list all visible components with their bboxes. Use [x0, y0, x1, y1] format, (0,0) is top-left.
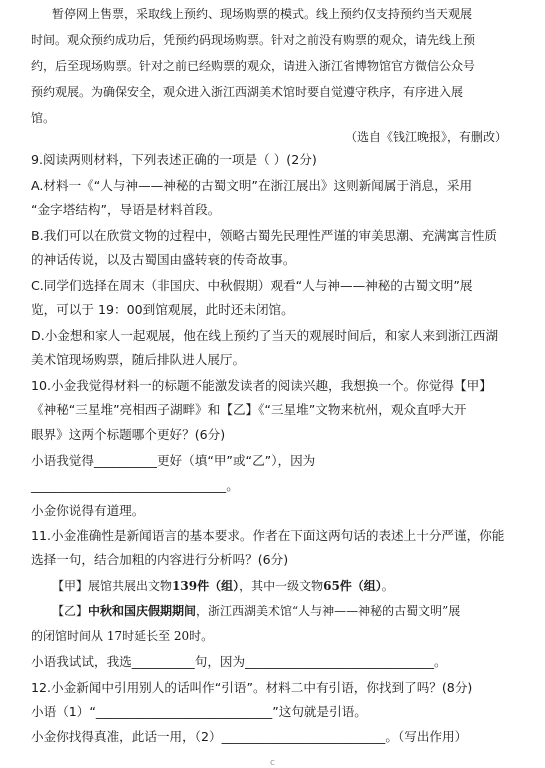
q11-jia-text-3: 。	[381, 579, 394, 593]
q9-option-c-line-1: C.同学们选择在周末（非国庆、中秋假期）观看“人与神——神秘的古蜀文明”展	[31, 278, 473, 293]
q11-yi-bold: 中秋和国庆假期期间	[88, 604, 197, 618]
q9-option-d-line-1: D.小金想和家人一起观展，他在线上预约了当天的观展时间后，和家人来到浙江西湖	[31, 328, 499, 343]
q11-yi-text-2: ，浙江西湖美术馆“人与神——神秘的古蜀文明”展	[196, 604, 461, 618]
q9-stem: 9.阅读两则材料，下列表述正确的一项是（ ）(2分)	[31, 152, 317, 167]
q12-answer-line-2: 小金你找得真准，此话一用，（2）__________________________。（写出作用）	[31, 729, 468, 744]
article-source: （选自《钱江晚报》，有删改）	[344, 130, 507, 144]
q9-option-c-line-2: 览，可以于 19：00到馆观展，此时还未闭馆。	[31, 302, 294, 317]
q9-option-b-line-2: 的神话传说，以及古蜀国由盛转衰的传奇故事。	[31, 252, 296, 267]
q12-line-1: 12.小金新闻中引用别人的话叫作“引语”。材料二中有引语，你找到了吗？(8分)	[31, 680, 473, 695]
q9-option-d-line-2: 美术馆现场购票，随后排队进人展厅。	[31, 352, 246, 367]
q10-line-1: 10.小金我觉得材料一的标题不能激发读者的阅读兴趣，我想换一个。你觉得【甲】	[31, 378, 492, 393]
q11-line-1: 11.小金准确性是新闻语言的基本要求。作者在下面这两句话的表述上十分严谨，你能	[31, 528, 505, 543]
page-footer-mark: c	[270, 758, 275, 768]
q9-option-b-line-1: B.我们可以在欣赏文物的过程中，领略古蜀先民理性严谨的审美思潮、充满寓言性质	[31, 228, 498, 243]
article-line-5: 馆。	[31, 111, 56, 125]
q11-jia-text-1: 【甲】展馆共展出文物	[52, 579, 173, 593]
q11-yi-text-1: 【乙】	[52, 604, 89, 618]
q11-answer-line: 小语我试试，我选__________句，因为______________________________。	[31, 654, 447, 669]
q10-line-2: 《神秘“三星堆”亮相西子湖畔》和【乙】《“三星堆”文物来杭州，观众直呼大开	[31, 402, 467, 417]
q11-sentence-yi-line-2: 的闭馆时间从 17时延长至 20时。	[31, 629, 214, 643]
q11-jia-bold-2: 65件（组）	[323, 579, 382, 593]
article-line-4: 预约观展。为确保安全，观众进入浙江西湖美术馆时要自觉遵守秩序，有序进入展	[31, 85, 464, 99]
article-line-1: 暂停网上售票，采取线上预约、现场购票的模式。线上预约仅支持预约当天观展	[52, 7, 473, 21]
article-line-2: 时间。观众预约成功后，凭预约码现场购票。针对之前没有购票的观众，请先线上预	[31, 33, 476, 47]
q9-option-a-line-1: A.材料一《“人与神——神秘的古蜀文明”在浙江展出》这则新闻属于消息，采用	[31, 178, 473, 193]
q11-line-2: 选择一句，结合加粗的内容进行分析吗？(6分)	[31, 552, 289, 567]
q10-answer-line-2: _______________________________。	[31, 478, 239, 493]
q10-reply: 小金你说得有道理。	[31, 503, 145, 518]
q10-answer-line-1: 小语我觉得__________更好（填“甲”或“乙”），因为	[31, 453, 316, 468]
q9-option-a-line-2: “金字塔结构”，导语是材料首段。	[31, 202, 221, 217]
q11-jia-text-2: ，其中一级文物	[239, 579, 324, 593]
q11-sentence-yi	[52, 603, 460, 619]
q10-line-3: 眼界》这两个标题哪个更好？(6分)	[31, 427, 226, 442]
q11-jia-bold-1: 139件（组）	[172, 579, 240, 593]
q12-answer-line-1: 小语（1）“____________________________”这句就是引语。	[31, 704, 367, 719]
q11-sentence-jia	[52, 578, 394, 594]
article-line-3: 约，后至现场购票。针对之前已经购票的观众，请进入浙江省博物馆官方微信公众号	[31, 59, 476, 73]
